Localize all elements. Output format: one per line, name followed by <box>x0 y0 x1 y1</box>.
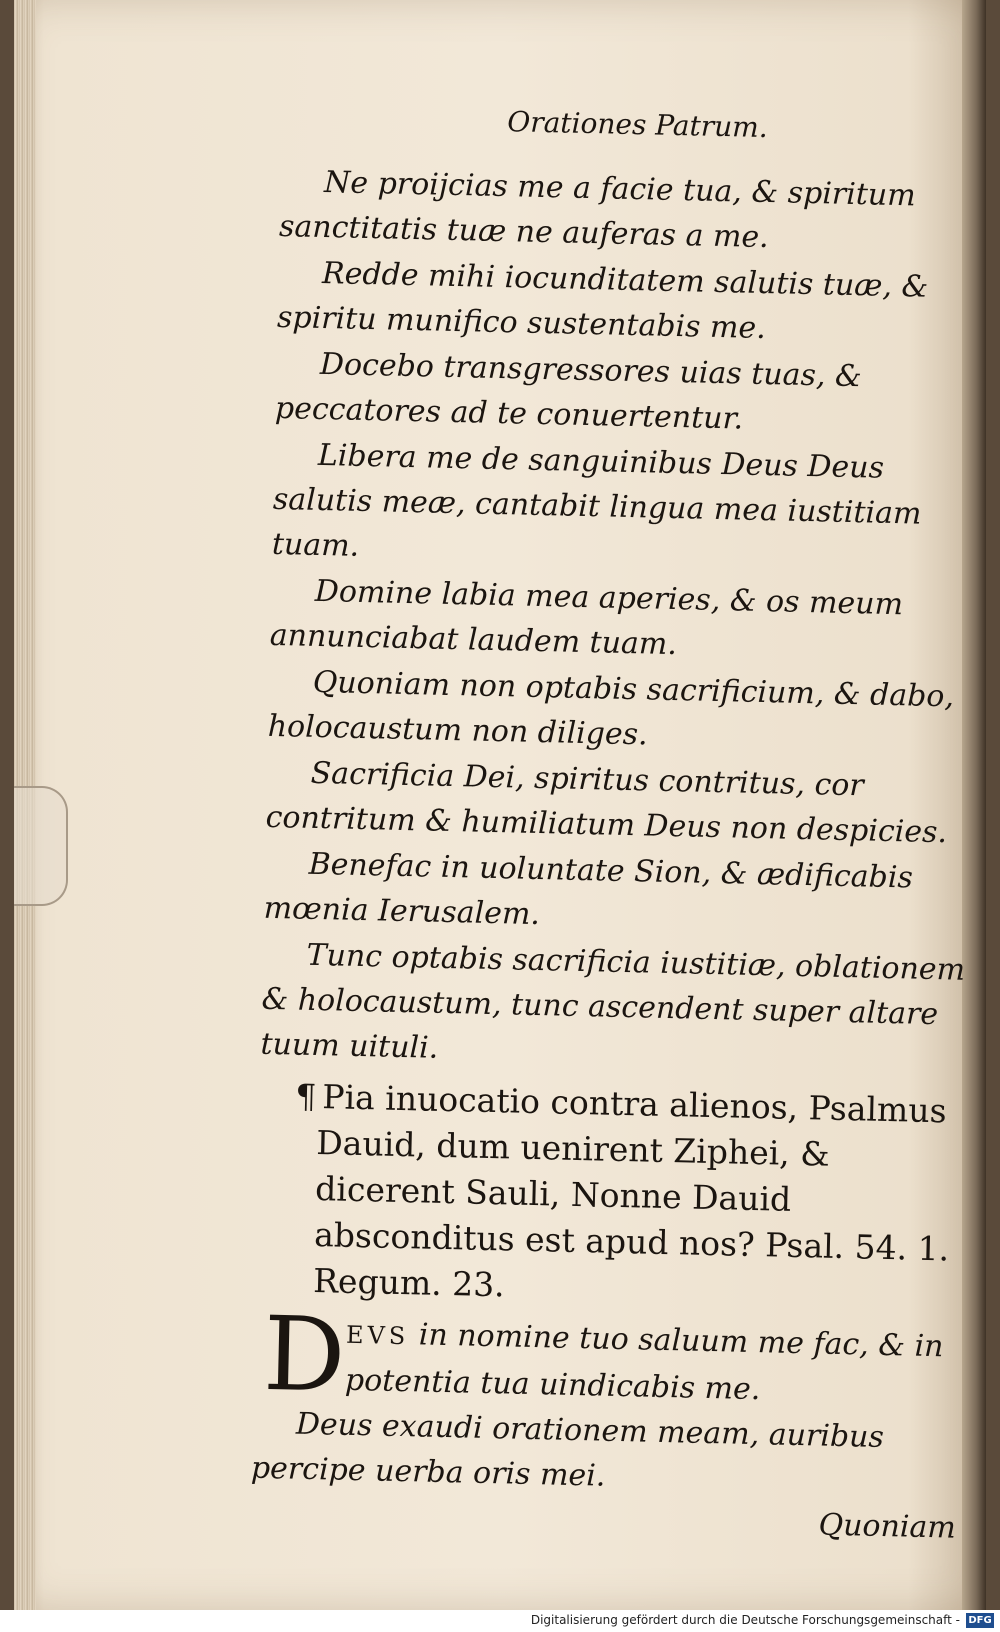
verse-9: Tunc optabis sacrificia iustitiæ, oblationem & holocaustum, tunc ascendent super altare tuum uituli. <box>260 937 966 1066</box>
running-title: Orationes Patrum. <box>507 105 769 145</box>
page-tab-marker <box>14 786 68 906</box>
verse-8: Benefac in uoluntate Sion, & ædificabis mœnia Ierusalem. <box>263 846 914 933</box>
verse-7: Sacrificia Dei, spiritus contritus, cor contritum & humiliatum Deus non despicies. <box>265 755 948 851</box>
page-text <box>250 100 994 1546</box>
psalm-heading-text: Pia inuocatio contra alienos, Psalmus Dauid, dum uenirent Ziphei, & dicerent Sauli, Nonne Dauid absconditus est apud nos? Psal. 54. 1. Regum. 23. <box>312 1077 950 1305</box>
catchword: Quoniam <box>818 1507 957 1546</box>
verse-5: Domine labia mea aperies, & os meum annunciabat laudem tuam. <box>269 573 904 663</box>
final-verse: Deus exaudi orationem meam, auribus percipe uerba oris mei. <box>250 1406 885 1494</box>
book-page <box>14 0 986 1610</box>
dfg-logo: DFG <box>966 1613 994 1628</box>
verse-1: Ne proijcias me a facie tua, & spiritum sanctitatis tuæ ne auferas a me. <box>278 164 917 256</box>
verse-2: Redde mihi iocunditatem salutis tuæ, & spiritu munifico sustentabis me. <box>276 255 929 347</box>
opening-text: in nomine tuo saluum me fac, & in potentia tua uindicabis me. <box>344 1317 944 1408</box>
verse-3: Docebo transgressores uias tuas, & peccatores ad te conuertentur. <box>274 346 863 437</box>
psalm-heading <box>255 1073 972 1319</box>
drop-cap-initial: D <box>262 1294 347 1416</box>
digitization-footer <box>0 1610 1000 1632</box>
verse-4: Libera me de sanguinibus Deus Deus salutis meæ, cantabit lingua mea iustitiam tuam. <box>271 437 922 564</box>
verse-6: Quoniam non optabis sacrificium, & dabo, holocaustum non diliges. <box>267 664 955 753</box>
pilcrow-mark: ¶ <box>294 1076 317 1117</box>
footer-credit: Digitalisierung gefördert durch die Deutsche Forschungsgemeinschaft - <box>530 1613 960 1627</box>
opening-smallcaps: EVS <box>345 1320 410 1351</box>
opening-verse <box>252 1294 966 1417</box>
